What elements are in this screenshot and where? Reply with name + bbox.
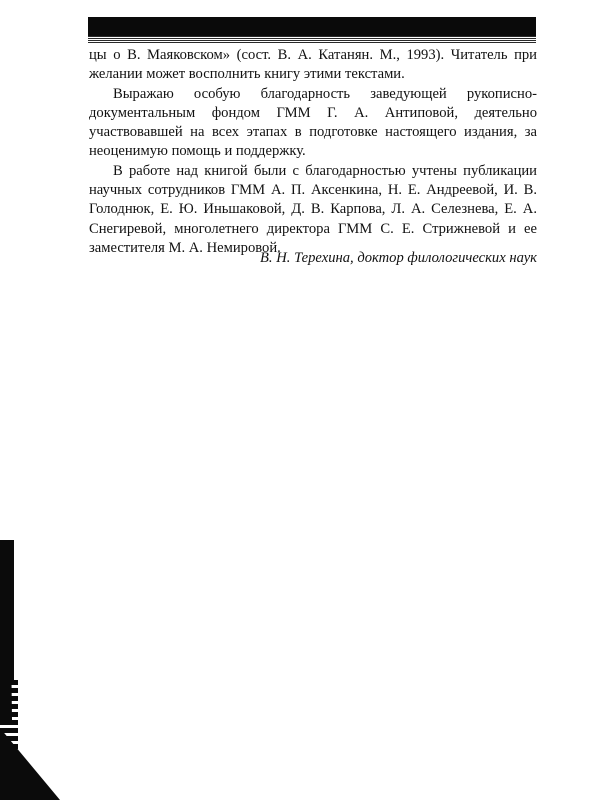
author-signature: В. Н. Терехина, доктор филологических наук	[260, 250, 537, 266]
header-rule	[88, 17, 536, 37]
scan-edge-shadow	[0, 540, 14, 680]
paragraph-1: цы о В. Маяковском» (сост. В. А. Катанян. М., 1993). Читатель при желании может восполнить книгу этими текстами.	[89, 47, 537, 83]
body-text	[89, 46, 537, 258]
paragraph-2: Выражаю особую благодарность заведующей рукописно-документальным фондом ГММ Г. А. Антиповой, деятельно участвовавшей на всех этапах в подготовке настоящего издания, за неоценимую помощь и поддержку.	[89, 85, 537, 160]
header-rule-lines	[88, 36, 536, 44]
scan-edge-stripes	[0, 680, 18, 750]
paragraph-3: В работе над книгой были с благодарностью учтены публикации научных сотрудников ГММ А. П. Аксенкина, Н. Е. Андреевой, И. В. Голоднюк, Е. Ю. Иньшаковой, Д. В. Карпова, Л. А. Селезнева, Е. А. Снегиревой, многолетнего директора ГММ С. Е. Стрижневой и ее заместителя М. А. Немировой.	[89, 162, 537, 256]
